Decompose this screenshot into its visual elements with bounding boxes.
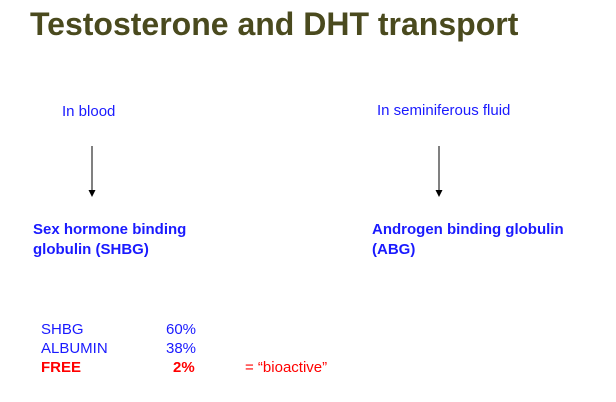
bioactive-note: = “bioactive”: [245, 359, 328, 376]
down-arrow-icon: [434, 146, 444, 198]
in-blood-label: In blood: [62, 103, 116, 120]
shbg-binder-label: [33, 220, 186, 260]
shbg-binder-line-1: Sex hormone binding: [33, 221, 187, 238]
row-name: ALBUMIN: [41, 340, 108, 357]
distribution-row-albumin: [41, 339, 361, 358]
abg-binder-line-2: (ABG): [372, 241, 416, 258]
page-title: Testosterone and DHT transport: [30, 6, 519, 42]
down-arrow-icon: [87, 146, 97, 198]
row-name: SHBG: [41, 321, 84, 338]
row-percent: 60%: [166, 321, 197, 338]
shbg-binder-line-2: globulin (SHBG): [33, 241, 149, 258]
row-percent: 2%: [173, 359, 195, 376]
distribution-table: [41, 320, 361, 377]
distribution-row-free: [41, 358, 361, 377]
distribution-row-shbg: [41, 320, 361, 339]
row-name: FREE: [41, 359, 82, 376]
abg-binder-label: [372, 220, 564, 260]
row-percent: 38%: [166, 340, 197, 357]
in-seminiferous-fluid-label: In seminiferous fluid: [377, 102, 511, 119]
abg-binder-line-1: Androgen binding globulin: [372, 221, 564, 238]
